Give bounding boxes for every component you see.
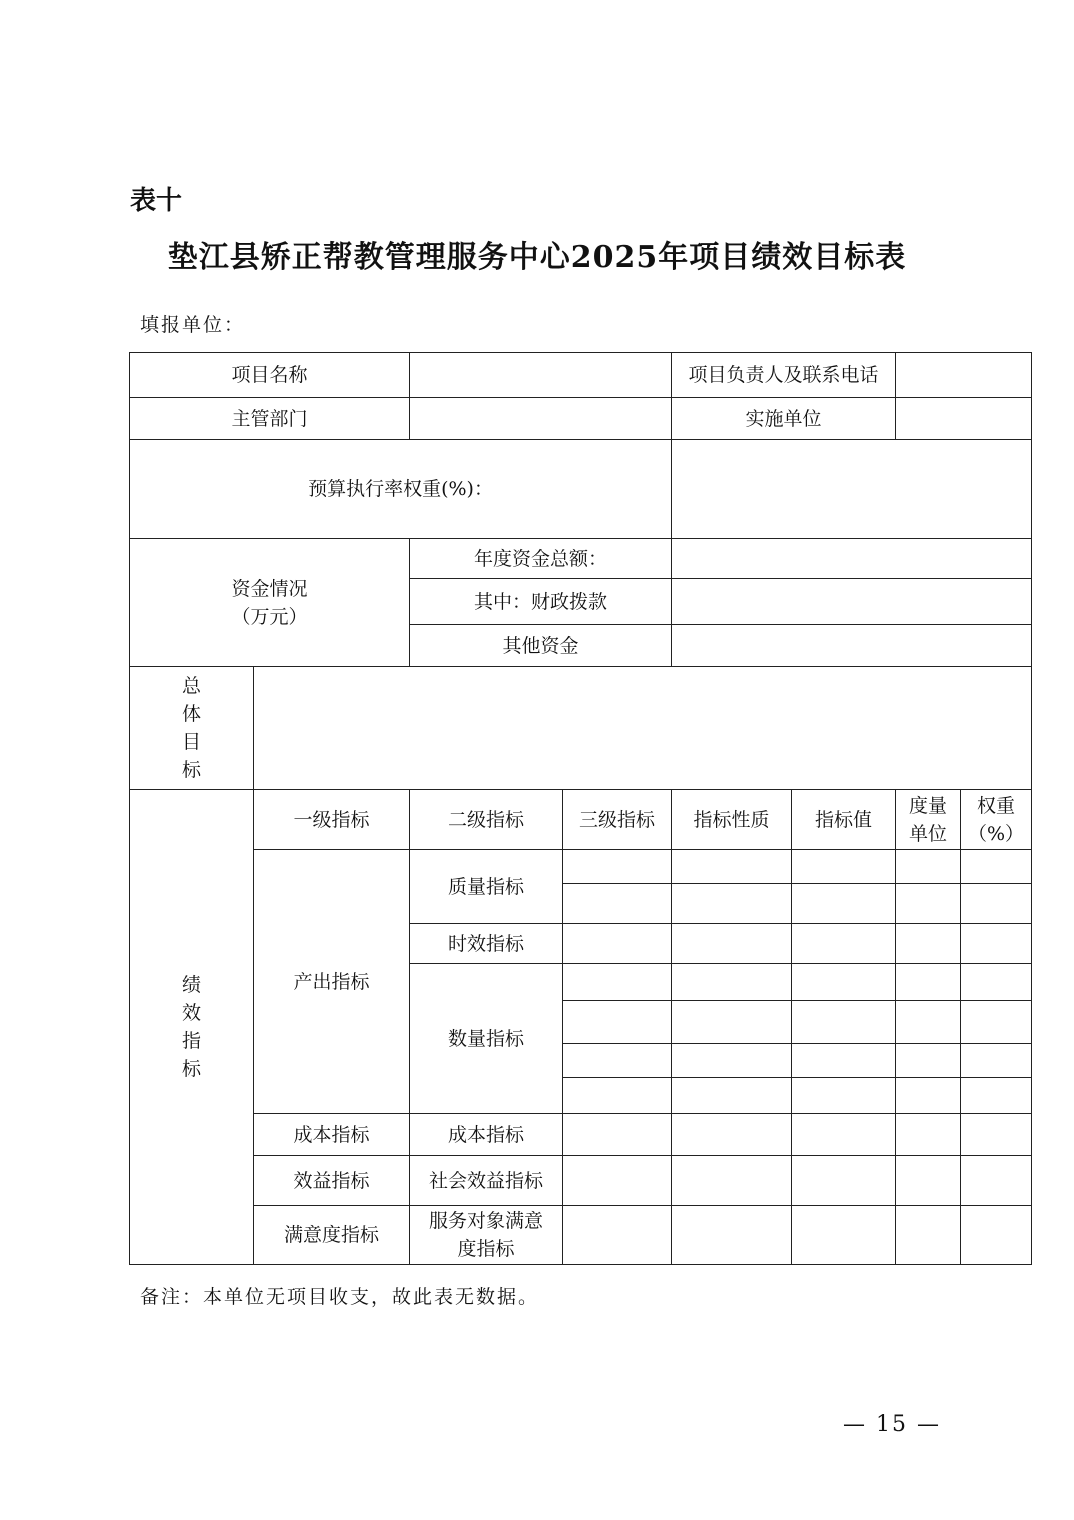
table-cell[interactable] [896,964,961,1001]
table-cell[interactable] [792,1156,896,1206]
table-cell[interactable] [792,1206,896,1265]
table-cell[interactable] [792,924,896,964]
perf-indicator-char: 效 [181,1002,201,1024]
table-cell[interactable] [672,1206,792,1265]
contact-value[interactable] [896,353,1032,398]
annual-total-value[interactable] [672,539,1032,579]
overall-goal-label [130,667,254,790]
table-cell[interactable] [961,1114,1032,1156]
table-cell[interactable] [961,850,1032,884]
page-title: 垫江县矫正帮教管理服务中心2025年项目绩效目标表 [167,240,907,275]
page-number: — 15 — [843,1412,941,1437]
table-cell[interactable] [672,1078,792,1114]
reporting-unit-label: 填报单位： [140,314,246,336]
cost-indicator-l2: 成本指标 [410,1114,563,1156]
overall-goal-char: 体 [181,703,201,725]
timeliness-indicator: 时效指标 [410,924,563,964]
table-cell[interactable] [961,1156,1032,1206]
table-cell[interactable] [563,1206,672,1265]
dept-label: 主管部门 [130,398,410,440]
budget-weight-value[interactable] [672,440,1032,539]
benefit-indicator-l1: 效益指标 [254,1156,410,1206]
impl-unit-value[interactable] [896,398,1032,440]
fiscal-value[interactable] [672,579,1032,625]
project-name-label: 项目名称 [130,353,410,398]
footnote: 备注：本单位无项目收支，故此表无数据。 [140,1286,540,1308]
performance-target-table [129,352,1032,1265]
table-cell[interactable] [672,884,792,924]
overall-goal-char: 标 [181,759,201,781]
col-unit-header [896,790,961,850]
table-cell[interactable] [563,1156,672,1206]
col-level1-header: 一级指标 [254,790,410,850]
perf-indicator-char: 指 [181,1030,201,1052]
cost-indicator-l1: 成本指标 [254,1114,410,1156]
table-cell[interactable] [792,1044,896,1078]
col-weight-header-line2: （%） [968,822,1025,845]
table-cell[interactable] [961,1078,1032,1114]
quantity-indicator: 数量指标 [410,964,563,1114]
quality-indicator: 质量指标 [410,850,563,924]
table-cell[interactable] [563,1078,672,1114]
overall-goal-value[interactable] [254,667,1032,790]
other-funds-label: 其他资金 [410,625,672,667]
table-cell[interactable] [672,1114,792,1156]
satisfaction-indicator-l2 [410,1206,563,1265]
table-cell[interactable] [896,1114,961,1156]
table-cell[interactable] [672,964,792,1001]
satisfaction-l2-line2: 度指标 [457,1238,515,1260]
table-cell[interactable] [672,1044,792,1078]
perf-indicator-char: 标 [181,1058,201,1080]
table-cell[interactable] [896,850,961,884]
table-cell[interactable] [896,1001,961,1044]
table-cell[interactable] [672,850,792,884]
table-cell[interactable] [563,924,672,964]
col-nature-header: 指标性质 [672,790,792,850]
table-cell[interactable] [961,1044,1032,1078]
benefit-indicator-l2: 社会效益指标 [410,1156,563,1206]
table-cell[interactable] [896,884,961,924]
funds-label-line1: 资金情况 [231,577,308,600]
contact-label: 项目负责人及联系电话 [672,353,896,398]
satisfaction-indicator-l1: 满意度指标 [254,1206,410,1265]
annual-total-label: 年度资金总额： [410,539,672,579]
overall-goal-char: 目 [181,731,201,753]
project-name-value[interactable] [410,353,672,398]
perf-indicator-label [130,790,254,1265]
table-cell[interactable] [896,1044,961,1078]
table-cell[interactable] [792,884,896,924]
table-cell[interactable] [563,964,672,1001]
output-indicator: 产出指标 [254,850,410,1114]
table-cell[interactable] [961,1206,1032,1265]
table-cell[interactable] [961,1001,1032,1044]
table-cell[interactable] [792,1078,896,1114]
funds-label [130,539,410,667]
table-cell[interactable] [792,964,896,1001]
table-cell[interactable] [672,924,792,964]
table-cell[interactable] [792,1001,896,1044]
col-unit-header-line1: 度量 [909,794,948,817]
overall-goal-char: 总 [181,675,201,697]
table-cell[interactable] [896,1206,961,1265]
col-level2-header: 二级指标 [410,790,563,850]
table-cell[interactable] [961,964,1032,1001]
col-level3-header: 三级指标 [563,790,672,850]
table-number-label: 表十 [130,186,183,216]
table-cell[interactable] [792,1114,896,1156]
table-cell[interactable] [672,1001,792,1044]
col-value-header: 指标值 [792,790,896,850]
table-cell[interactable] [896,1078,961,1114]
table-cell[interactable] [896,1156,961,1206]
table-cell[interactable] [563,1044,672,1078]
dept-value[interactable] [410,398,672,440]
table-cell[interactable] [563,884,672,924]
impl-unit-label: 实施单位 [672,398,896,440]
table-cell[interactable] [896,924,961,964]
table-cell[interactable] [672,1156,792,1206]
table-cell[interactable] [563,850,672,884]
satisfaction-l2-line1: 服务对象满意 [429,1210,544,1232]
funds-label-line2: （万元） [231,605,308,628]
perf-indicator-char: 绩 [181,974,201,996]
col-weight-header [961,790,1032,850]
col-unit-header-line2: 单位 [909,822,948,845]
col-weight-header-line1: 权重 [977,794,1016,817]
table-cell[interactable] [792,850,896,884]
table-cell[interactable] [961,924,1032,964]
table-cell[interactable] [563,1114,672,1156]
other-funds-value[interactable] [672,625,1032,667]
fiscal-label: 其中：财政拨款 [410,579,672,625]
table-cell[interactable] [961,884,1032,924]
budget-weight-label: 预算执行率权重(%)： [130,440,672,539]
table-cell[interactable] [563,1001,672,1044]
